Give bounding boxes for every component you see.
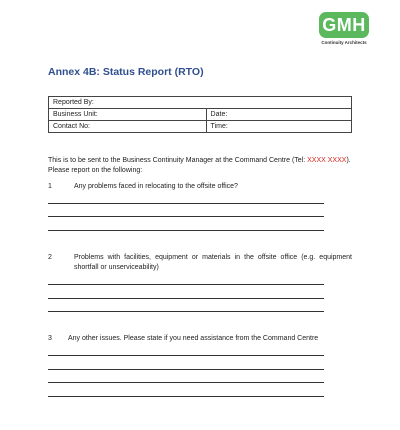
logo-tagline: Continuity Architects — [321, 40, 367, 45]
contact-no-field[interactable]: Contact No: — [49, 121, 207, 133]
answer-line-1b[interactable] — [48, 216, 324, 217]
answer-line-1a[interactable] — [48, 203, 324, 204]
reported-by-field[interactable]: Reported By: — [49, 97, 352, 109]
command-centre-tel: XXXX XXXX — [307, 157, 347, 164]
gmh-logo — [318, 12, 370, 45]
question-1 — [48, 182, 352, 192]
question-3 — [48, 334, 352, 344]
answer-line-2a[interactable] — [48, 284, 324, 285]
date-field[interactable]: Date: — [206, 109, 351, 121]
answer-line-3c[interactable] — [48, 382, 324, 383]
answer-line-3a[interactable] — [48, 355, 324, 356]
question-text: Any other issues. Please state if you need assistance from the Command Centre — [68, 335, 319, 342]
answer-line-2b[interactable] — [48, 298, 324, 299]
logo-mark: GMH — [319, 12, 369, 38]
intro-text-2: ). Please report on the following: — [48, 157, 351, 174]
answer-line-2c[interactable] — [48, 311, 324, 312]
intro-text-1: This is to be sent to the Business Continuity Manager at the Command Centre (Tel: — [48, 157, 308, 164]
time-field[interactable]: Time: — [206, 121, 351, 133]
page-title: Annex 4B: Status Report (RTO) — [48, 66, 204, 78]
answer-line-3d[interactable] — [48, 396, 324, 397]
question-number: 2 — [48, 254, 52, 261]
answer-line-1c[interactable] — [48, 230, 324, 231]
question-number: 1 — [48, 183, 52, 190]
business-unit-field[interactable]: Business Unit: — [49, 109, 207, 121]
question-number: 3 — [48, 335, 52, 342]
report-info-table — [48, 96, 352, 133]
question-2 — [48, 253, 352, 273]
answer-line-3b[interactable] — [48, 369, 324, 370]
question-text: Any problems faced in relocating to the offsite office? — [74, 183, 238, 190]
intro-paragraph — [48, 156, 352, 176]
question-text: Problems with facilities, equipment or materials in the offsite office (e.g. equipment shortfall or unserviceability) — [74, 254, 352, 271]
